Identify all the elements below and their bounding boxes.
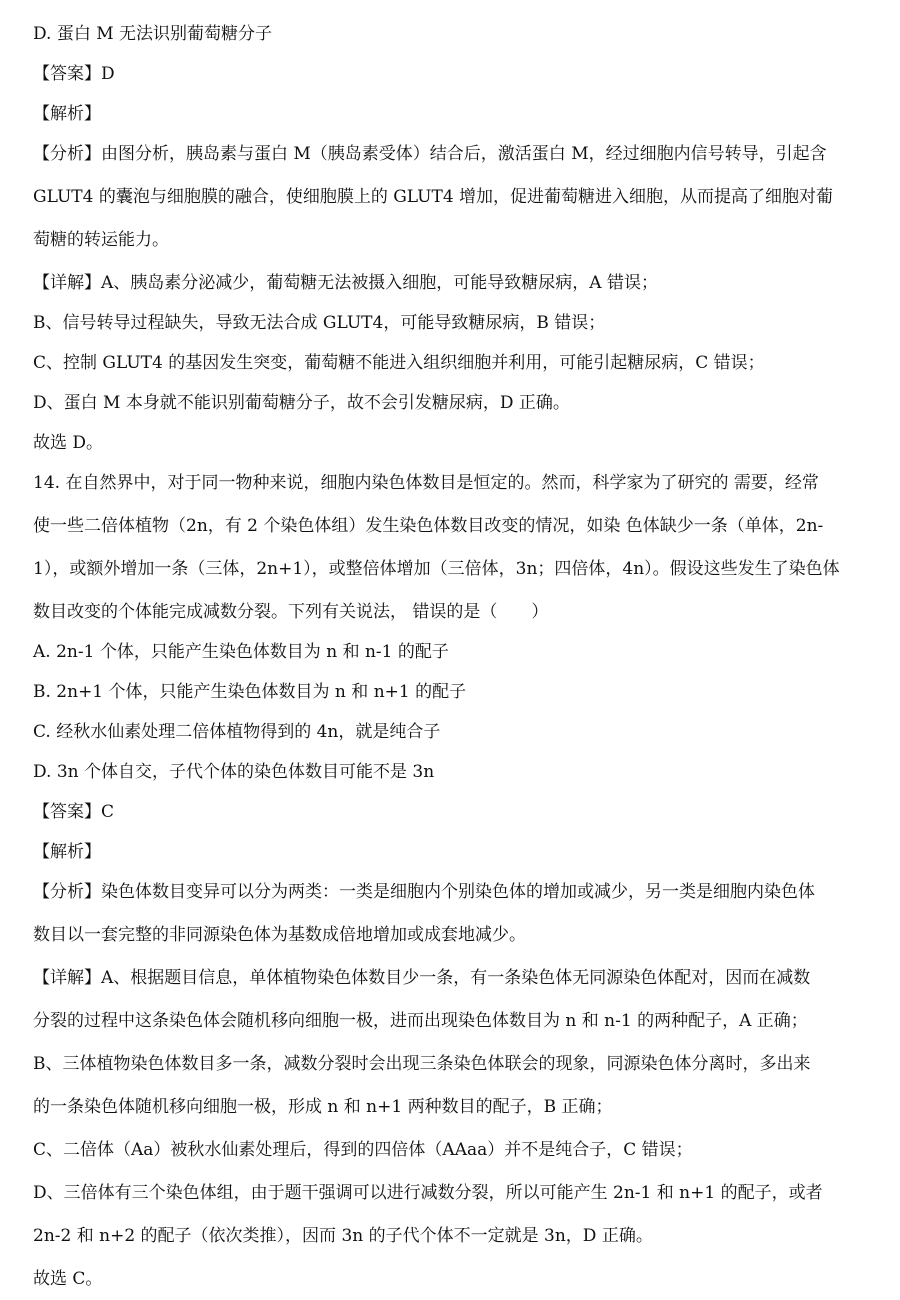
q14-answer: 【答案】C <box>33 802 115 822</box>
q13-detail-c: C、控制 GLUT4 的基因发生突变，葡萄糖不能进入组织细胞并利用，可能引起糖尿病，C 错误； <box>33 353 765 373</box>
q14-option-d: D. 3n 个体自交，子代个体的染色体数目可能不是 3n <box>33 762 435 782</box>
q14-option-a: A. 2n-1 个体，只能产生染色体数目为 n 和 n-1 的配子 <box>33 642 449 662</box>
q14-analysis-line-1: 【分析】染色体数目变异可以分为两类：一类是细胞内个别染色体的增加或减少，另一类是细胞内染色体 <box>33 882 815 902</box>
q14-detail-b-line-2: 的一条染色体随机移向细胞一极，形成 n 和 n+1 两种数目的配子，B 正确； <box>33 1097 613 1117</box>
q14-conclusion: 故选 C。 <box>33 1269 103 1289</box>
q13-conclusion: 故选 D。 <box>33 433 104 453</box>
q14-analysis-line-2: 数目以一套完整的非同源染色体为基数成倍地增加或成套地减少。 <box>33 925 526 945</box>
q13-detail-a: 【详解】A、胰岛素分泌减少，葡萄糖无法被摄入细胞，可能导致糖尿病，A 错误； <box>33 273 658 293</box>
q14-stem-line-3: 1），或额外增加一条（三体，2n+1），或整倍体增加（三倍体，3n；四倍体，4n）。假设这些发生了染色体 <box>33 559 840 579</box>
q14-stem-line-4: 数目改变的个体能完成减数分裂。下列有关说法， 错误的是（ ） <box>33 602 549 622</box>
q14-detail-b-line-1: B、三体植物染色体数目多一条，减数分裂时会出现三条染色体联会的现象，同源染色体分离时，多出来 <box>33 1054 811 1074</box>
q14-stem-line-2: 使一些二倍体植物（2n，有 2 个染色体组）发生染色体数目改变的情况，如染 色体缺少一条（单体，2n- <box>33 516 824 536</box>
q14-detail-a-line-1: 【详解】A、根据题目信息，单体植物染色体数目少一条，有一条染色体无同源染色体配对，因而在减数 <box>33 968 811 988</box>
q14-detail-a-line-2: 分裂的过程中这条染色体会随机移向细胞一极，进而出现染色体数目为 n 和 n-1 的两种配子，A 正确； <box>33 1011 808 1031</box>
q14-option-b: B. 2n+1 个体，只能产生染色体数目为 n 和 n+1 的配子 <box>33 682 467 702</box>
q13-detail-d: D、蛋白 M 本身就不能识别葡萄糖分子，故不会引发糖尿病，D 正确。 <box>33 393 570 413</box>
q14-detail-d-line-1: D、三倍体有三个染色体组，由于题干强调可以进行减数分裂，所以可能产生 2n-1 和 n+1 的配子，或者 <box>33 1183 823 1203</box>
q13-analysis-line-1: 【分析】由图分析，胰岛素与蛋白 M（胰岛素受体）结合后，激活蛋白 M，经过细胞内信号转导，引起含 <box>33 144 827 164</box>
q14-option-c: C. 经秋水仙素处理二倍体植物得到的 4n，就是纯合子 <box>33 722 441 742</box>
q13-analysis-line-3: 萄糖的转运能力。 <box>33 230 169 250</box>
q13-analysis-line-2: GLUT4 的囊泡与细胞膜的融合，使细胞膜上的 GLUT4 增加，促进葡萄糖进入细胞，从而提高了细胞对葡 <box>33 187 834 207</box>
q13-detail-b: B、信号转导过程缺失，导致无法合成 GLUT4，可能导致糖尿病，B 错误； <box>33 313 606 333</box>
q13-jiexi-heading: 【解析】 <box>33 104 101 124</box>
q13-option-d: D. 蛋白 M 无法识别葡萄糖分子 <box>33 24 273 44</box>
q14-detail-c: C、二倍体（Aa）被秋水仙素处理后，得到的四倍体（AAaa）并不是纯合子，C 错误； <box>33 1140 693 1160</box>
q14-detail-d-line-2: 2n-2 和 n+2 的配子（依次类推），因而 3n 的子代个体不一定就是 3n，D 正确。 <box>33 1226 653 1246</box>
q13-answer: 【答案】D <box>33 64 115 84</box>
q14-stem-line-1: 14. 在自然界中，对于同一物种来说，细胞内染色体数目是恒定的。然而，科学家为了研究的 需要，经常 <box>33 473 819 493</box>
q14-jiexi-heading: 【解析】 <box>33 842 101 862</box>
